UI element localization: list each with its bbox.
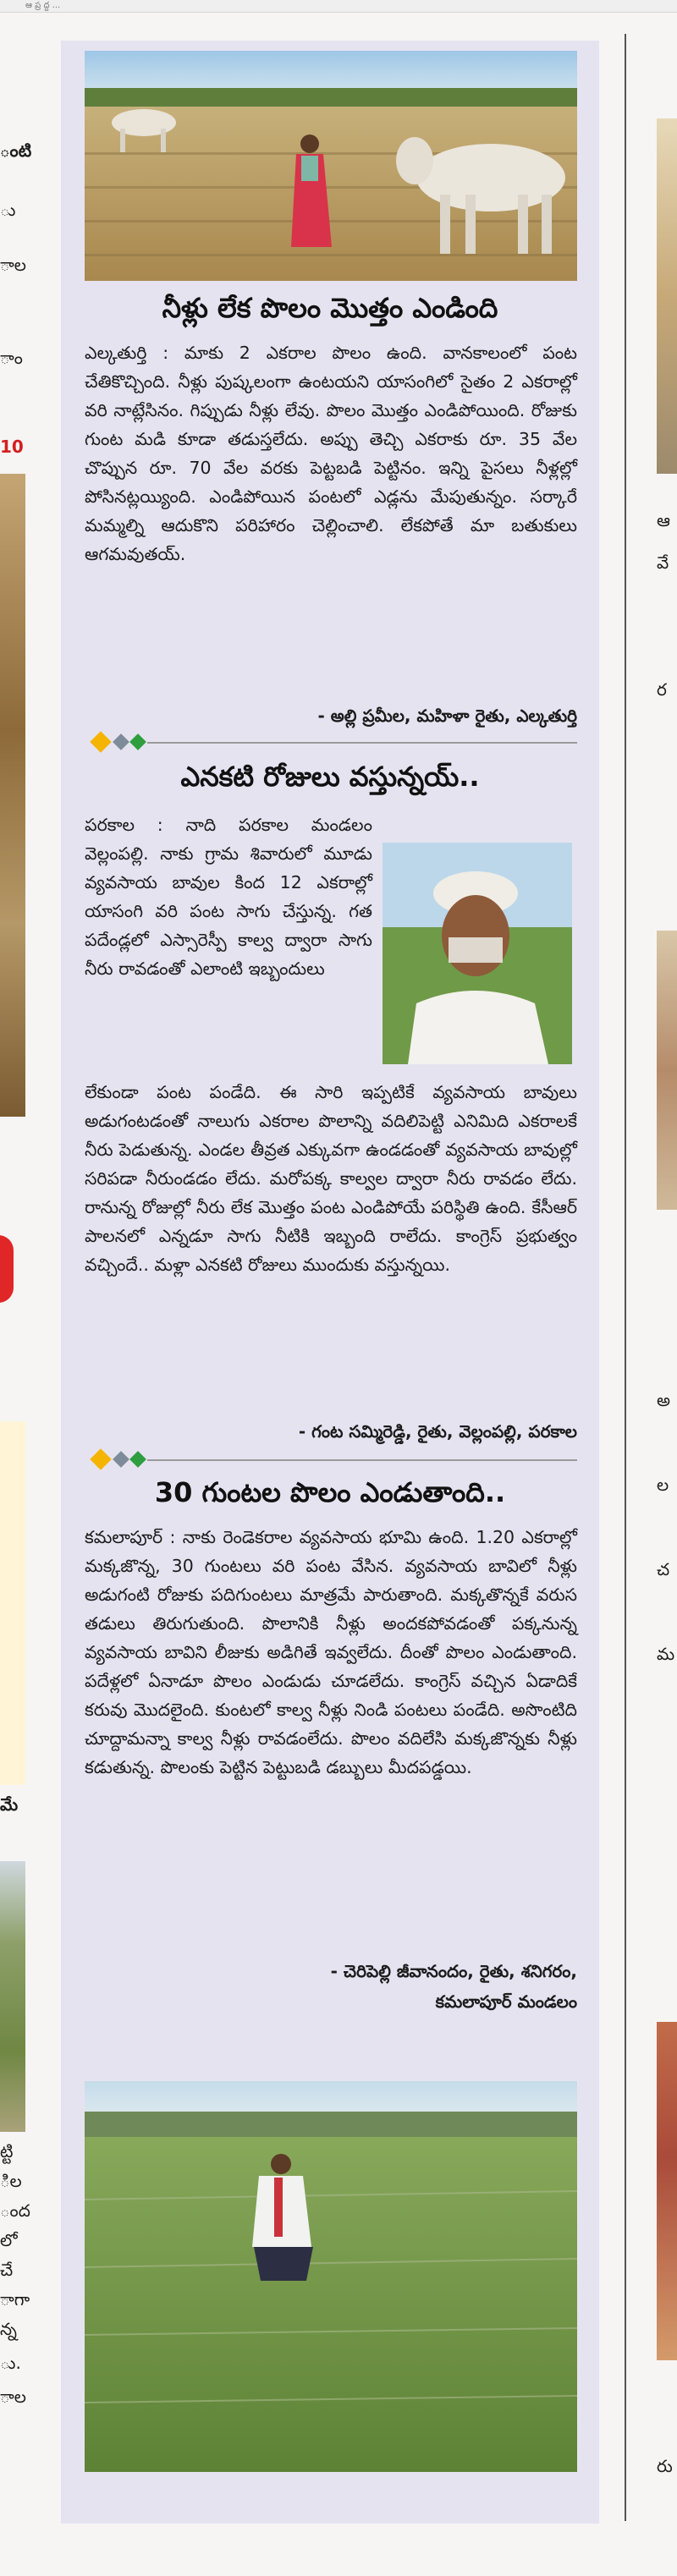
left-fragment: ట్టి — [0, 2141, 14, 2161]
photo-farmer-green-field — [85, 2081, 577, 2472]
left-fragment: 10 — [0, 437, 24, 457]
column-rule — [625, 34, 626, 2521]
right-photo — [657, 118, 677, 474]
right-fragment: చ — [657, 1559, 670, 1579]
divider-line — [147, 742, 577, 744]
right-neighbor-column — [657, 34, 677, 2538]
right-fragment: మ — [657, 1644, 675, 1664]
diamond-gray-icon — [113, 1451, 129, 1468]
right-fragment: వే — [657, 552, 669, 573]
headline-2: ఎనకటి రోజులు వస్తున్నయ్.. — [180, 761, 480, 793]
left-fragment: ాం — [0, 348, 23, 368]
article-2-lead — [85, 810, 372, 983]
top-strip-text: ఆ ప్ర ద్ద ... — [25, 1, 61, 10]
article-2-byline: - గంట సమ్మిరెడ్డి, రైతు, వెల్లంపల్లి, పరకాల — [298, 1421, 577, 1442]
photo-farmer-portrait — [383, 843, 572, 1064]
section-divider — [85, 1452, 577, 1469]
article-2-body — [85, 1078, 577, 1279]
right-photo — [657, 931, 677, 1210]
right-fragment: ర — [657, 679, 667, 700]
right-photo — [657, 2022, 677, 2360]
page-top-strip — [0, 0, 677, 13]
left-fragment: ంద — [0, 2200, 30, 2221]
diamond-yellow-icon — [90, 1448, 111, 1469]
article-2-lead-paragraph: పరకాల : నాది పరకాల మండలం వెల్లంపల్లి. నాకు గ్రామ శివారులో మూడు వ్యవసాయ బావుల కింద 12 ఎకరాల్లో యాసంగి వరి పంట సాగు చేస్తున్న. గత పదేండ్లలో ఎస్సారెస్పీ కాల్వ ద్వారా సాగు నీరు రావడంతో ఎలాంటి ఇబ్బందులు — [85, 815, 372, 979]
left-fragment: మే — [0, 1794, 19, 1815]
left-pale-box — [0, 1421, 25, 1785]
left-photo-field — [0, 1861, 25, 2132]
article-1-byline: - అల్లి ప్రమీల, మహిళా రైతు, ఎల్కతుర్తి — [317, 706, 577, 726]
right-fragment: ల — [657, 1475, 669, 1495]
diamond-green-icon — [129, 1451, 146, 1468]
left-fragment: న్న — [0, 2319, 17, 2339]
right-fragment: ఆ — [657, 510, 670, 530]
headline-1: నీళ్లు లేక పొలం మొత్తం ఎండింది — [162, 292, 498, 324]
article-3-byline-line1: - చెరిపెల్లి జీవానందం, రైతు, శనిగరం, — [330, 1961, 577, 1981]
left-fragment: ాల — [0, 255, 26, 275]
left-fragment: ంటి — [0, 140, 32, 161]
article-panel — [61, 41, 599, 2524]
right-fragment: రు — [657, 2456, 673, 2476]
article-3-body — [85, 1523, 577, 1782]
headline-3: 30 గుంటల పొలం ఎండుతాంది.. — [154, 1476, 506, 1508]
left-fragment: ాల — [0, 2387, 26, 2407]
left-red-graphic — [0, 1235, 14, 1303]
left-fragment: ిల — [0, 2171, 22, 2191]
section-divider — [85, 734, 577, 751]
left-photo — [0, 474, 25, 1117]
diamond-yellow-icon — [90, 731, 111, 752]
article-3-byline-line2: కమలాపూర్ మండలం — [435, 1991, 577, 2012]
article-3-paragraph: కమలాపూర్ : నాకు రెండెకరాల వ్యవసాయ భూమి ఉంది. 1.20 ఎకరాల్లో మక్కజొన్న, 30 గుంటలు వరి పంట వేసిన. వ్యవసాయ బావిలో నీళ్లు అడుగంటి రోజుకు పదిగుంటలు మాత్రమే పారుతాంది. మక్కతొన్నకే వరుస తడులు తిరుగుతుంది. పొలానికి నీళ్లు అందకపోవడంతో పక్కనున్న వ్యవసాయ బావిని లీజుకు అడిగితే ఇవ్వలేదు. దీంతో పొలం ఎండుతాంది. పదేళ్లలో ఏనాడూ పొలం ఎండుడు చూడలేదు. కాంగ్రెస్ వచ్చిన ఏడాదికే కరువు మొదలైంది. కుంటలో కాల్వ నీళ్లు నిండి పంటలు పండేది. అసొంటిది చూద్దామన్నా కాల్వ నీళ్లు రావడంలేదు. పొలం వదిలేసి మక్కజొన్నకు నీళ్లు కడుతున్న. పొలంకు పెట్టిన పెట్టుబడి డబ్బులు మీదపడ్డయి. — [85, 1527, 577, 1777]
diamond-green-icon — [129, 733, 146, 750]
article-1-body — [85, 338, 577, 568]
left-fragment: చే — [0, 2260, 14, 2280]
left-fragment: ు. — [0, 2353, 21, 2373]
left-neighbor-column — [0, 17, 32, 2555]
article-1-paragraph: ఎల్కతుర్తి : మాకు 2 ఎకరాల పొలం ఉంది. వానకాలంలో పంట చేతికొచ్చింది. నీళ్లు పుష్కలంగా ఉంటయని యాసంగిలో సైతం 2 ఎకరాల్లో వరి నాట్లేసినం. గిప్పుడు నీళ్లు లేవు. పొలం మొత్తం ఎండిపోయింది. రోజుకు గుంట మడి కూడా తడుస్తలేదు. అప్పు తెచ్చి ఎకరాకు రూ. 35 వేల చొప్పున రూ. 70 వేల వరకు పెట్టబడి పెట్టినం. ఇన్ని పైసలు నీళ్లల్లో పోసినట్లయ్యింది. ఎండిపోయిన పంటలో ఎడ్లను మేపుతున్నం. సర్కారే మమ్మల్ని ఆదుకొని పరిహారం చెల్లించాలి. లేకపోతే మా బతుకులు ఆగమవుతయ్. — [85, 343, 577, 564]
left-fragment: ు — [0, 200, 16, 220]
diamond-gray-icon — [113, 733, 129, 750]
article-2-paragraph: లేకుండా పంట పండేది. ఈ సారి ఇప్పటికే వ్యవసాయ బావులు అడుగంటడంతో నాలుగు ఎకరాల పొలాన్ని వదిలిపెట్టి ఎనిమిది ఎకరాలకే నీరు పెడుతున్న. ఎండల తీవ్రత ఎక్కువగా ఉండడంతో వ్యవసాయ బావుల్లో సరిపడా నీరుండడం లేదు. మరోపక్క కాల్వల ద్వారా నీరు రావడం లేదు. రానున్న రోజుల్లో నీరు లేక మొత్తం పంట ఎండిపోయే పరిస్థితి ఉంది. కేసీఆర్ పాలనలో ఎన్నడూ సాగు నీటికి ఇబ్బంది రాలేదు. కాంగ్రెస్ ప్రభుత్వం వచ్చిందే.. మళ్లా ఎనకటి రోజులు ముందుకు వస్తున్నయి. — [85, 1082, 577, 1275]
photo-dry-field-woman-cattle — [85, 51, 577, 281]
left-fragment: ాగా — [0, 2289, 30, 2310]
divider-line — [147, 1459, 577, 1461]
left-fragment: లో — [0, 2230, 18, 2250]
right-fragment: అ — [657, 1390, 670, 1410]
